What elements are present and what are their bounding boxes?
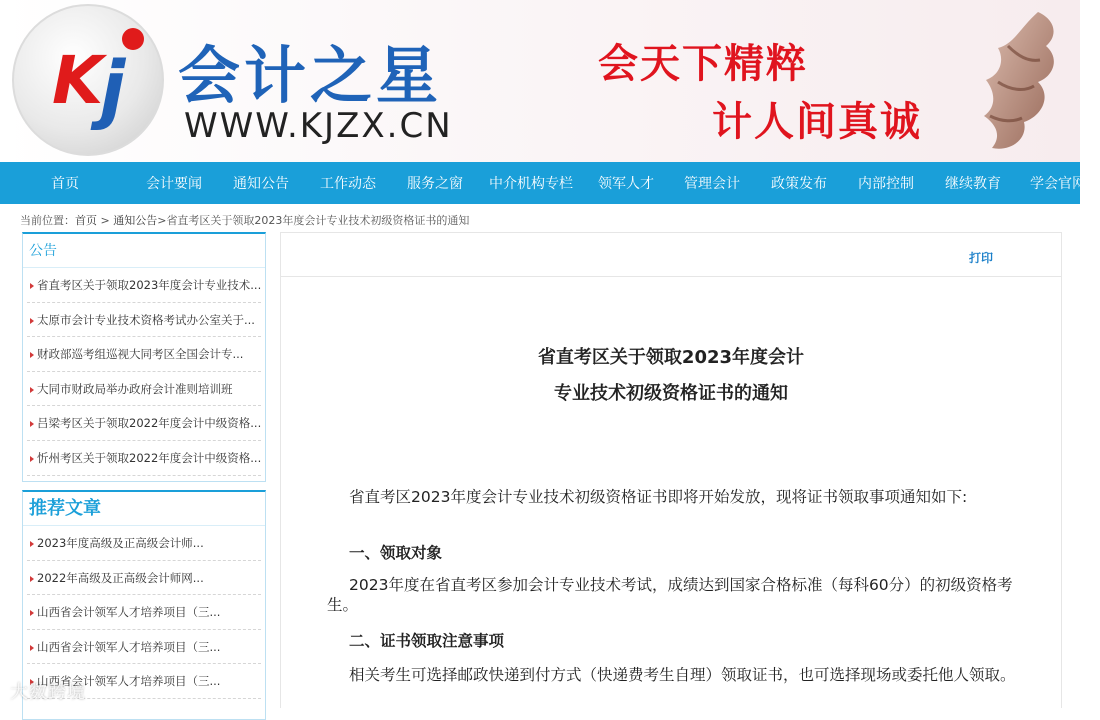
- nav-item-notices[interactable]: 通知公告: [233, 176, 289, 192]
- nav-item-society[interactable]: 学会官网: [1030, 176, 1086, 192]
- list-item[interactable]: 财政部巡考组巡视大同考区全国会计专...: [27, 337, 261, 372]
- article-toolbar: [281, 233, 1061, 277]
- breadcrumb-current: 省直考区关于领取2023年度会计专业技术初级资格证书的通知: [166, 214, 470, 227]
- nav-item-education[interactable]: 继续教育: [945, 176, 1001, 192]
- recommended-title: 推荐文章: [23, 492, 265, 526]
- article-title-line-1: 省直考区关于领取2023年度会计: [537, 347, 805, 368]
- breadcrumb: [20, 212, 469, 228]
- nav-item-work-updates[interactable]: 工作动态: [320, 176, 376, 192]
- nav-item-management-accounting[interactable]: 管理会计: [684, 176, 740, 192]
- logo-letter-j: j: [100, 46, 126, 132]
- site-header: [0, 0, 1080, 162]
- section-2-heading: 二、证书领取注意事项: [349, 632, 505, 650]
- nav-item-service[interactable]: 服务之窗: [407, 176, 463, 192]
- breadcrumb-section-link[interactable]: 通知公告: [113, 214, 158, 227]
- list-item[interactable]: 2022年高级及正高级会计师网...: [27, 561, 261, 596]
- breadcrumb-separator: >: [157, 214, 167, 227]
- list-item[interactable]: 山西省会计领军人才培养项目（三...: [27, 664, 261, 699]
- article-panel: [280, 232, 1062, 708]
- logo-letter-k: K: [52, 42, 100, 119]
- list-item[interactable]: 省直考区关于领取2023年度会计专业技术...: [27, 268, 261, 303]
- list-item[interactable]: 忻州考区关于领取2022年度会计中级资格...: [27, 441, 261, 476]
- announcements-title: 公告: [23, 234, 265, 268]
- breadcrumb-home-link[interactable]: 首页: [75, 214, 97, 227]
- list-item[interactable]: 山西省会计领军人才培养项目（三...: [27, 630, 261, 665]
- breadcrumb-prefix: 当前位置：: [20, 214, 75, 227]
- nav-item-home[interactable]: 首页: [51, 176, 79, 192]
- slogan-line-2: 计人间真诚: [712, 99, 922, 145]
- nav-item-internal-control[interactable]: 内部控制: [858, 176, 914, 192]
- nav-item-agencies[interactable]: 中介机构专栏: [489, 176, 573, 192]
- announcements-panel: [22, 232, 266, 482]
- print-button[interactable]: 打印: [968, 251, 993, 265]
- article-title-line-2: 专业技术初级资格证书的通知: [554, 383, 788, 404]
- main-nav: [0, 162, 1086, 204]
- list-item[interactable]: 太原市会计专业技术资格考试办公室关于...: [27, 303, 261, 338]
- list-item[interactable]: 大同市财政局举办政府会计准则培训班: [27, 372, 261, 407]
- watermark: 大数跨境: [10, 682, 86, 703]
- breadcrumb-separator: >: [97, 214, 114, 227]
- section-1-body: 2023年度在省直考区参加会计专业技术考试，成绩达到国家合格标准（每科60分）的初级资格考生。: [327, 576, 1013, 614]
- list-item[interactable]: 吕梁考区关于领取2022年度会计中级资格...: [27, 406, 261, 441]
- nav-item-talent[interactable]: 领军人才: [598, 176, 654, 192]
- list-item[interactable]: 山西省会计领军人才培养项目（三...: [27, 595, 261, 630]
- announcements-list: [23, 268, 265, 476]
- site-name: 会计之星: [178, 39, 443, 112]
- section-2-body: 相关考生可选择邮政快递到付方式（快递费考生自理）领取证书，也可选择现场或委托他人领取。: [349, 666, 1016, 684]
- nav-item-news[interactable]: 会计要闻: [146, 176, 202, 192]
- site-url: WWW.KJZX.CN: [184, 106, 453, 146]
- list-item[interactable]: 2023年度高级及正高级会计师...: [27, 526, 261, 561]
- site-logo[interactable]: [12, 4, 164, 156]
- recommended-list: [23, 526, 265, 699]
- article-intro: 省直考区2023年度会计专业技术初级资格证书即将开始发放，现将证书领取事项通知如下:: [349, 488, 968, 506]
- decorative-sculpture-icon: [968, 6, 1064, 156]
- section-1-heading: 一、领取对象: [349, 544, 443, 562]
- slogan-line-1: 会天下精粹: [598, 41, 808, 87]
- nav-item-policy[interactable]: 政策发布: [771, 176, 827, 192]
